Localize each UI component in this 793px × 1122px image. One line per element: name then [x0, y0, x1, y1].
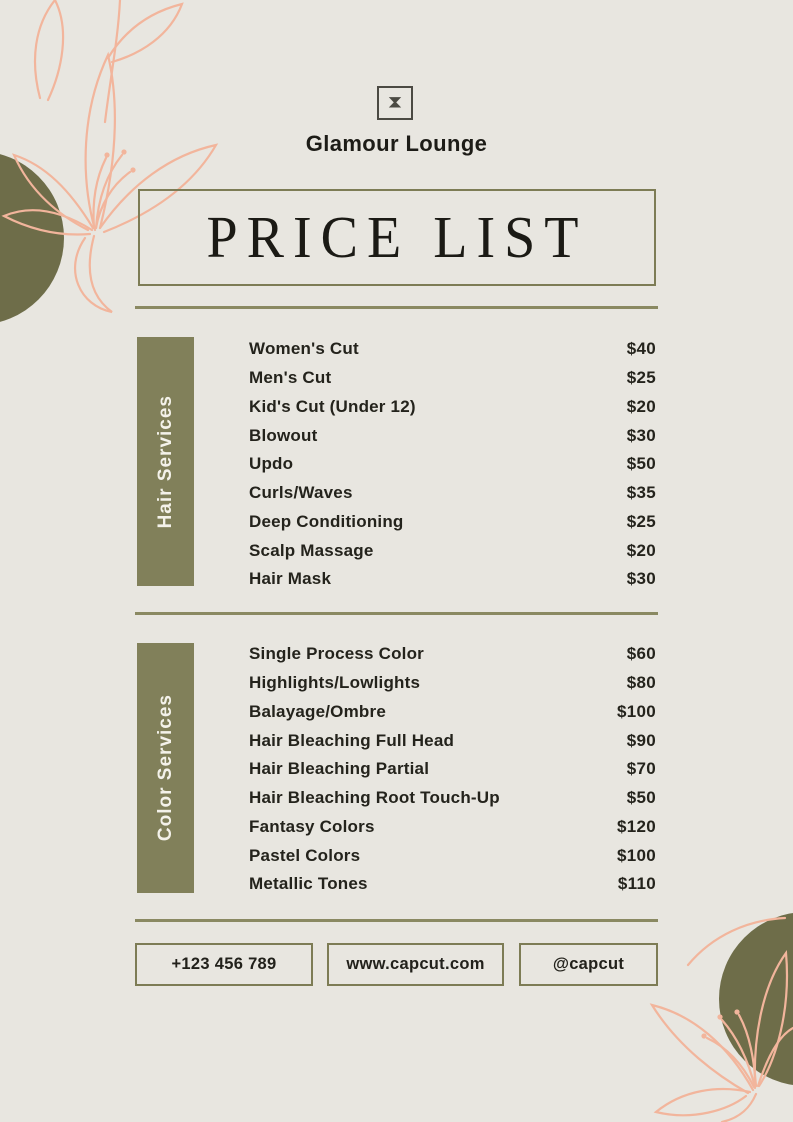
service-price: $120 [616, 816, 656, 836]
service-name: Women's Cut [249, 339, 359, 359]
service-name: Hair Bleaching Full Head [249, 730, 455, 750]
capcut-logo-icon [384, 93, 406, 113]
service-name: Hair Bleaching Root Touch-Up [249, 788, 500, 808]
service-name: Single Process Color [249, 644, 424, 664]
service-row [249, 364, 656, 393]
service-row [249, 813, 656, 842]
divider [135, 306, 658, 309]
service-row [249, 536, 656, 565]
service-price: $40 [626, 339, 656, 359]
service-row [249, 335, 656, 364]
service-price: $100 [616, 845, 656, 865]
color-services-list [249, 640, 656, 899]
contact-handle[interactable]: @capcut [519, 943, 658, 986]
service-price: $50 [626, 454, 656, 474]
service-name: Curls/Waves [249, 483, 353, 503]
brand-logo [377, 86, 413, 120]
service-row [249, 640, 656, 669]
service-name: Updo [249, 454, 294, 474]
color-services-label-bar [137, 643, 194, 893]
service-price: $25 [626, 368, 656, 388]
service-row [249, 565, 656, 594]
service-name: Men's Cut [249, 368, 332, 388]
service-row [249, 870, 656, 899]
contact-website[interactable]: www.capcut.com [327, 943, 504, 986]
service-row [249, 698, 656, 727]
service-row [249, 755, 656, 784]
service-row [249, 669, 656, 698]
olive-circle-top-left [0, 151, 64, 325]
service-price: $30 [626, 425, 656, 445]
section-label: Hair Services [154, 394, 176, 529]
divider [135, 612, 658, 615]
price-list-title-box [138, 189, 656, 286]
hair-services-list [249, 335, 656, 594]
service-price: $100 [616, 701, 656, 721]
service-price: $20 [626, 396, 656, 416]
service-name: Hair Bleaching Partial [249, 759, 430, 779]
section-label: Color Services [154, 694, 176, 842]
service-price: $25 [626, 511, 656, 531]
service-name: Pastel Colors [249, 845, 361, 865]
service-name: Balayage/Ombre [249, 701, 386, 721]
divider [135, 919, 658, 922]
service-row [249, 450, 656, 479]
service-name: Blowout [249, 425, 318, 445]
service-row [249, 421, 656, 450]
contact-phone[interactable]: +123 456 789 [135, 943, 313, 986]
page-title: PRICE LIST [206, 204, 588, 271]
service-price: $110 [617, 874, 656, 894]
service-name: Kid's Cut (Under 12) [249, 396, 416, 416]
service-name: Deep Conditioning [249, 511, 404, 531]
service-price: $20 [626, 540, 656, 560]
service-row [249, 508, 656, 537]
service-row [249, 479, 656, 508]
service-price: $35 [626, 483, 656, 503]
service-name: Highlights/Lowlights [249, 673, 421, 693]
service-name: Metallic Tones [249, 874, 368, 894]
service-name: Scalp Massage [249, 540, 374, 560]
brand-name: Glamour Lounge [305, 131, 488, 156]
service-price: $50 [626, 788, 656, 808]
hair-services-label-bar [137, 337, 194, 586]
service-price: $70 [626, 759, 656, 779]
service-row [249, 784, 656, 813]
olive-circle-bottom-right [719, 912, 793, 1086]
service-price: $90 [626, 730, 656, 750]
service-price: $80 [626, 673, 656, 693]
service-row [249, 393, 656, 422]
service-name: Hair Mask [249, 569, 332, 589]
service-name: Fantasy Colors [249, 816, 375, 836]
service-row [249, 726, 656, 755]
service-row [249, 841, 656, 870]
service-price: $60 [626, 644, 656, 664]
service-price: $30 [626, 569, 656, 589]
